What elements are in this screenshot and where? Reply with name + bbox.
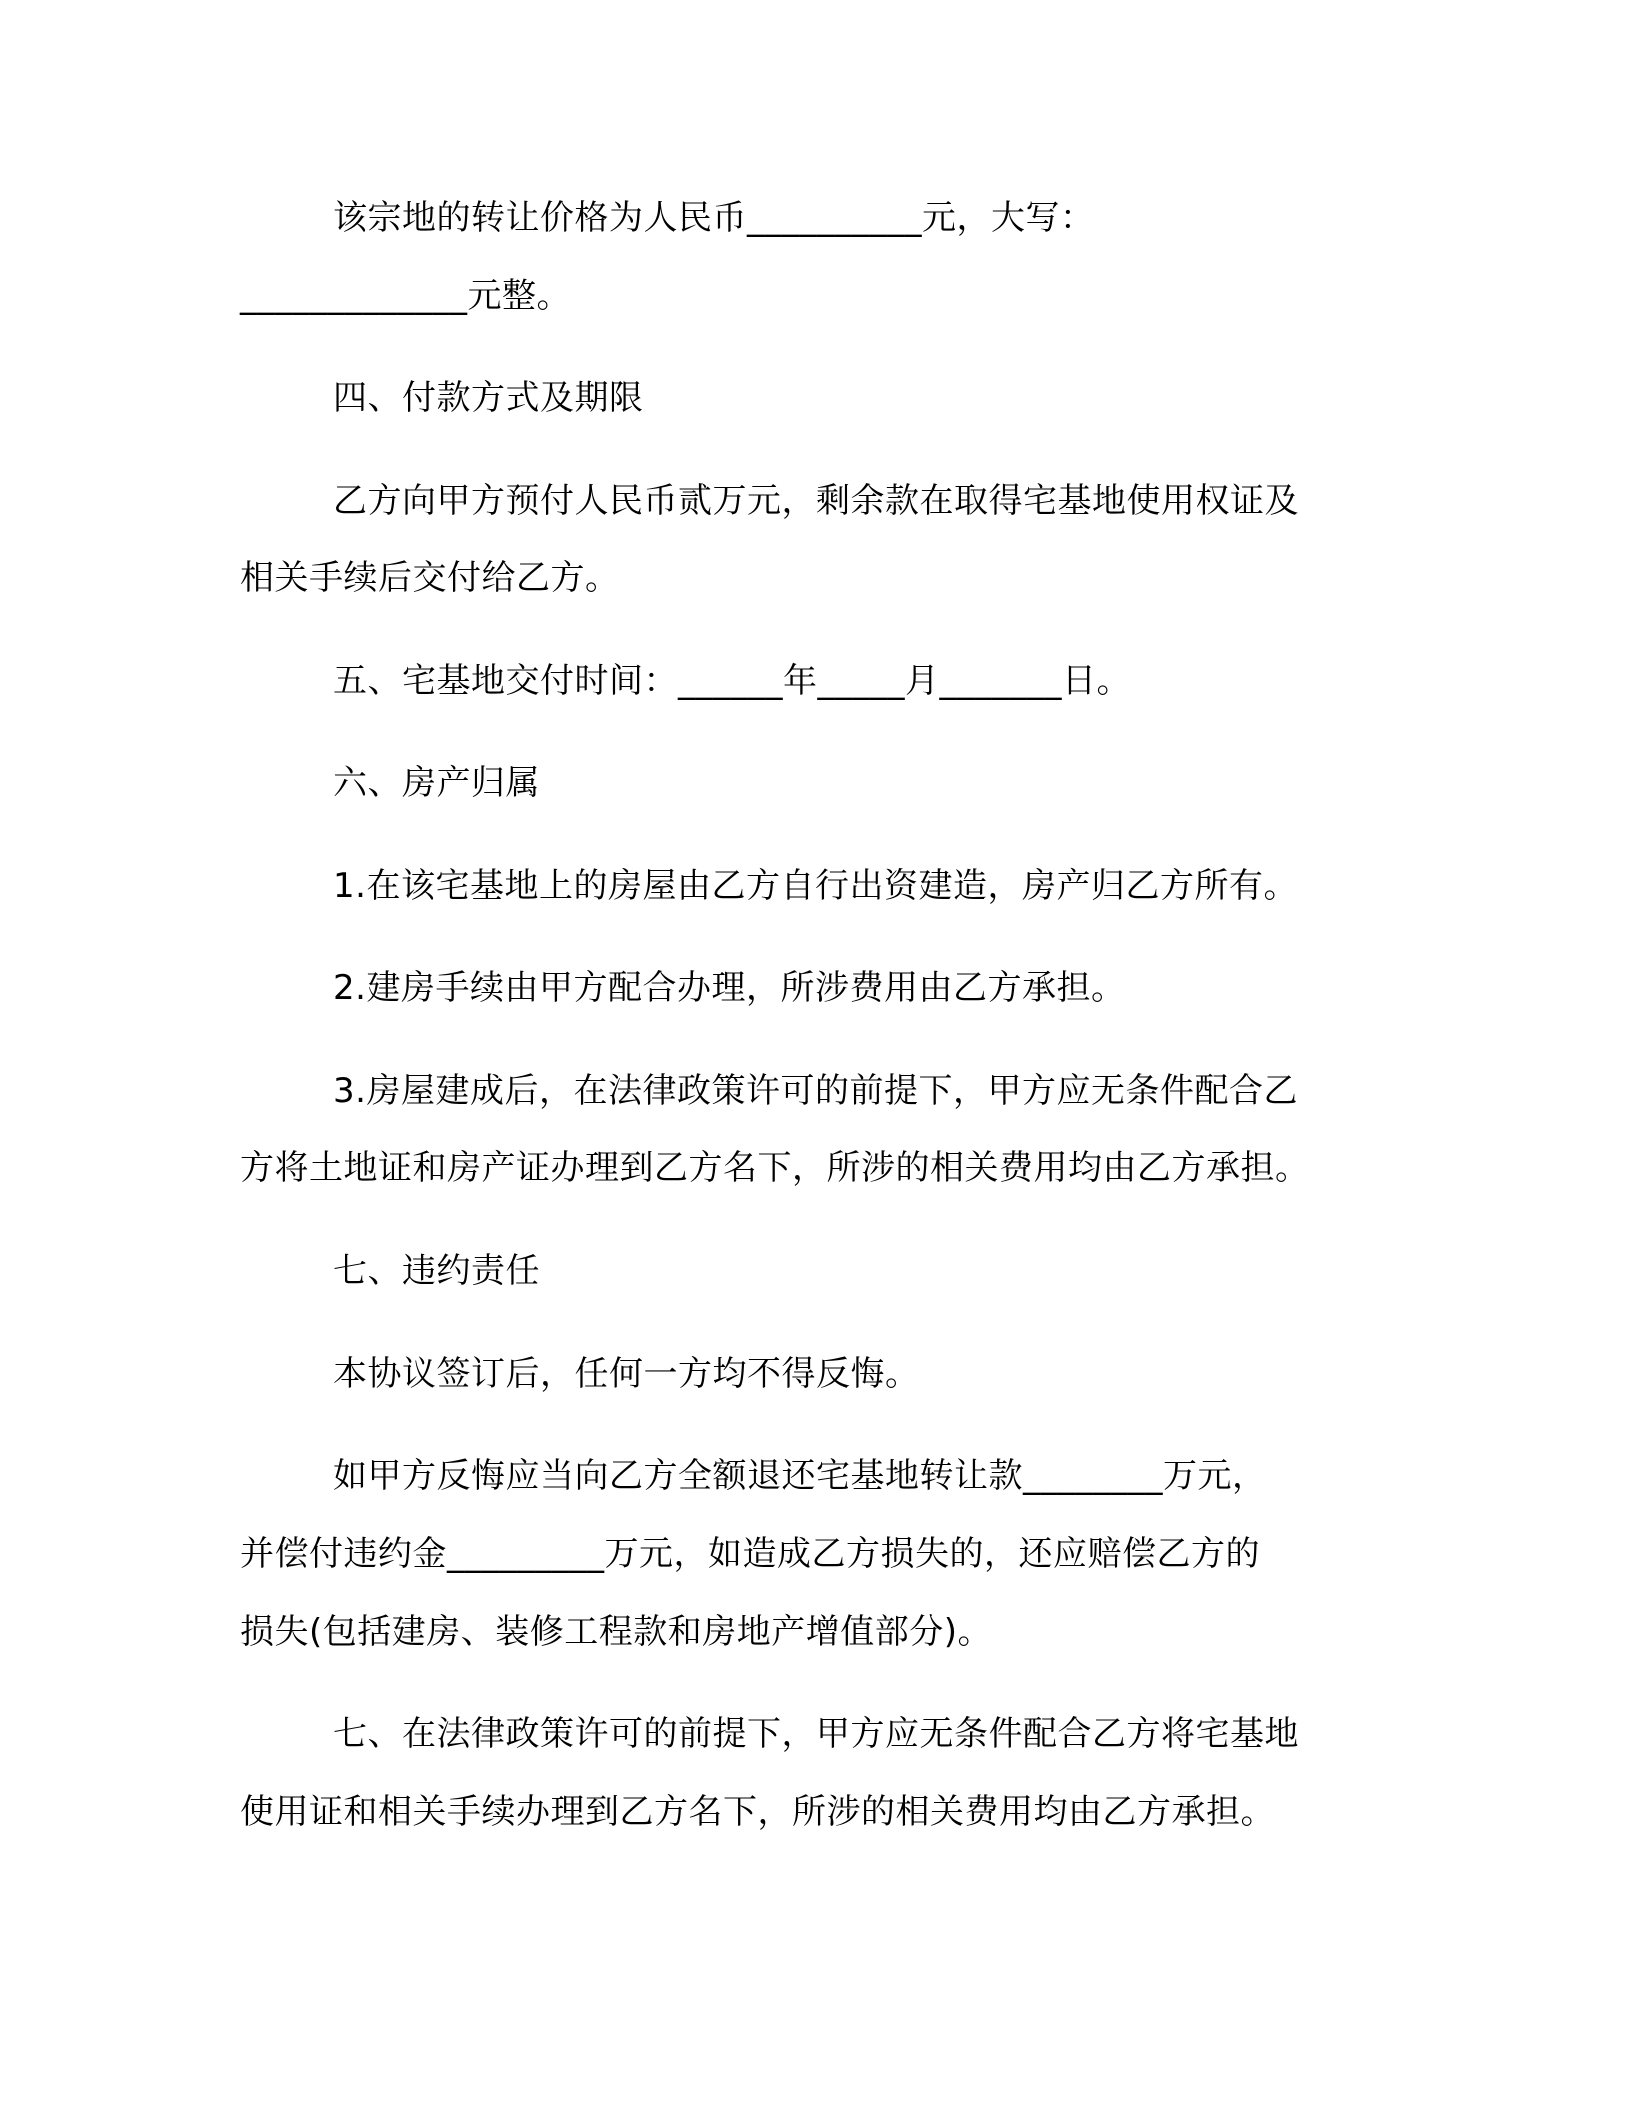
section-4-body-line-1: 乙方向甲方预付人民币贰万元，剩余款在取得宅基地使用权证及: [333, 481, 1299, 521]
section-4-heading: 四、付款方式及期限: [333, 378, 644, 418]
section-7b-line-2: 使用证和相关手续办理到乙方名下，所涉的相关费用均由乙方承担。: [240, 1792, 1275, 1832]
section-6-item-2: 2.建房手续由甲方配合办理，所涉费用由乙方承担。: [333, 968, 1126, 1008]
section-6-item-3-line-1: 3.房屋建成后，在法律政策许可的前提下，甲方应无条件配合乙: [333, 1071, 1298, 1111]
section-7-heading: 七、违约责任: [333, 1251, 540, 1291]
section-6-item-1: 1.在该宅基地上的房屋由乙方自行出资建造，房产归乙方所有。: [333, 866, 1298, 906]
section-6-item-3-line-2: 方将土地证和房产证办理到乙方名下，所涉的相关费用均由乙方承担。: [240, 1148, 1310, 1188]
section-7-body-2-line-2: 并偿付违约金_________万元，如造成乙方损失的，还应赔偿乙方的: [240, 1534, 1260, 1574]
section-7-body-2-line-3: 损失(包括建房、装修工程款和房地产增值部分)。: [240, 1612, 993, 1652]
section-4-body-line-2: 相关手续后交付给乙方。: [240, 558, 620, 598]
section-7-body-2-line-1: 如甲方反悔应当向乙方全额退还宅基地转让款________万元，: [333, 1456, 1267, 1496]
price-line-1: 该宗地的转让价格为人民币__________元，大写：: [333, 198, 1095, 238]
section-6-heading: 六、房产归属: [333, 763, 540, 803]
price-line-2: _____________元整。: [240, 276, 571, 316]
section-7b-line-1: 七、在法律政策许可的前提下，甲方应无条件配合乙方将宅基地: [333, 1714, 1299, 1754]
section-5-delivery-date: 五、宅基地交付时间：______年_____月_______日。: [333, 661, 1131, 701]
section-7-body-1: 本协议签订后，任何一方均不得反悔。: [333, 1354, 920, 1394]
